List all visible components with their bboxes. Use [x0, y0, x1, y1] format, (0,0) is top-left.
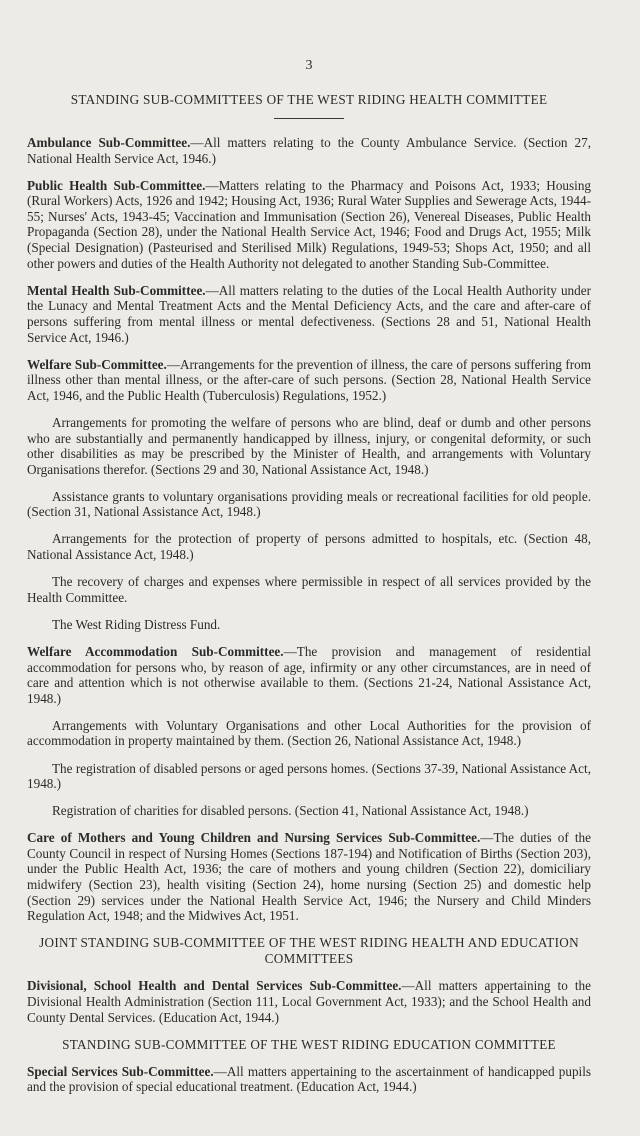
mothers-children-paragraph — [27, 830, 591, 924]
ambulance-heading: Ambulance Sub-Committee. — [27, 135, 191, 150]
divisional-heading: Divisional, School Health and Dental Services Sub-Committee. — [27, 978, 402, 994]
welfare-accommodation-text: —The provision and management of residential accommodation for persons who, by reason of age, infirmity or any other circumstances, are in need of care and attention which is not otherwise available to them. (Sections 21-24, National Assistance Act, 1948.) — [27, 643, 591, 706]
public-health-paragraph — [27, 178, 591, 272]
welfare-item: Arrangements for promoting the welfare of persons who are blind, deaf or dumb and other persons who are substantially and permanently handicapped by illness, injury, or congenital deformity, or such other disabilities as may be prescribed by the Minister of Health, and arrangements with Voluntary Organisations therefor. (Sections 29 and 30, National Assistance Act, 1948.) — [27, 414, 591, 477]
welfare-accommodation-item: The registration of disabled persons or aged persons homes. (Sections 37-39, National Assistance Act, 1948.) — [27, 760, 591, 792]
divisional-paragraph — [27, 978, 591, 1025]
welfare-accommodation-item: Arrangements with Voluntary Organisations and other Local Authorities for the provision of accommodation in property maintained by them. (Section 26, National Assistance Act, 1948.) — [27, 717, 591, 749]
welfare-heading: Welfare Sub-Committee. — [27, 356, 167, 372]
ambulance-paragraph — [27, 135, 591, 166]
special-services-heading: Special Services Sub-Committee. — [27, 1063, 214, 1079]
welfare-text: —Arrangements for the prevention of illness, the care of persons suffering from illness other than mental illness, or the after-care of such persons. (Section 28, National Health Service Act, 1946, and the Public Health (Tuberculosis) Regulations, 1952.) — [27, 356, 591, 403]
joint-committee-heading: JOINT STANDING SUB-COMMITTEE OF THE WEST RIDING HEALTH AND EDUCATION COMMITTEES — [39, 935, 579, 967]
welfare-item: Arrangements for the protection of property of persons admitted to hospitals, etc. (Section 48, National Assistance Act, 1948.) — [27, 531, 591, 563]
welfare-accommodation-heading: Welfare Accommodation Sub-Committee. — [27, 643, 284, 659]
ambulance-text: —All matters relating to the County Ambulance Service. (Section 27, National Health Service Act, 1946.) — [27, 135, 591, 166]
special-services-text: —All matters appertaining to the ascertainment of handicapped pupils and the provision of special educational treatment. (Education Act, 1944.) — [27, 1063, 591, 1095]
education-committee-heading: STANDING SUB-COMMITTEE OF THE WEST RIDING EDUCATION COMMITTEE — [62, 1036, 556, 1052]
document-page — [27, 58, 591, 1106]
page-number: 3 — [305, 58, 313, 73]
title-rule — [274, 118, 344, 119]
welfare-item: The recovery of charges and expenses where permissible in respect of all services provided by the Health Committee. — [27, 574, 591, 605]
public-health-heading: Public Health Sub-Committee. — [27, 177, 206, 193]
welfare-accommodation-item: Registration of charities for disabled persons. (Section 41, National Assistance Act, 1948.) — [52, 803, 529, 819]
welfare-item: Assistance grants to voluntary organisations providing meals or recreational facilities for old people. (Section 31, National Assistance Act, 1948.) — [27, 488, 591, 520]
special-services-paragraph — [27, 1064, 591, 1095]
mental-health-heading: Mental Health Sub-Committee. — [27, 282, 206, 298]
mothers-children-heading: Care of Mothers and Young Children and Nursing Services Sub-Committee. — [27, 830, 481, 846]
mothers-children-text: —The duties of the County Council in respect of Nursing Homes (Sections 187-194) and Notification of Births (Section 203), under the Public Health Act, 1936; the care of mothers and young children (Section 22), domiciliary midwifery (Section 23), health visiting (Section 24), home nursing (Section 25) and domestic help (Section 29) services under the National Health Service Act, 1946; the Nursery and Child Minders Regulation Act, 1948; and the Midwives Act, 1951. — [27, 830, 591, 924]
divisional-text: —All matters appertaining to the Divisional Health Administration (Section 111, Local Government Act, 1933); and the School Health and County Dental Services. (Education Act, 1944.) — [27, 978, 591, 1025]
welfare-paragraph — [27, 357, 591, 404]
public-health-text: —Matters relating to the Pharmacy and Poisons Act, 1933; Housing (Rural Workers) Acts, 1926 and 1942; Housing Act, 1936; Rural Water Supplies and Sewerage Acts, 1944-55; Nurses' Acts, 1943-45; Vaccination and Immunisation (Section 26), Venereal Diseases, Public Health Propaganda (Section 28), under the National Health Service Act, 1946; Food and Drugs Act, 1955; Milk (Special Designation) (Pasteurised and Sterilised Milk) Regulations, 1949-53; Shops Act, 1950; and all other powers and duties of the Health Authority not delegated to another Standing Sub-Committee. — [27, 177, 592, 271]
mental-health-paragraph — [27, 283, 591, 345]
welfare-item: The West Riding Distress Fund. — [52, 616, 221, 632]
mental-health-text: —All matters relating to the duties of the Local Health Authority under the Lunacy and Mental Treatment Acts and the Mental Deficiency Acts, and the care and after-care of persons suffering from mental illness or mental defectiveness. (Sections 28 and 51, National Health Service Act, 1946.) — [27, 282, 591, 345]
page-title: STANDING SUB-COMMITTEES OF THE WEST RIDING HEALTH COMMITTEE — [70, 92, 548, 107]
welfare-accommodation-paragraph — [27, 644, 591, 706]
